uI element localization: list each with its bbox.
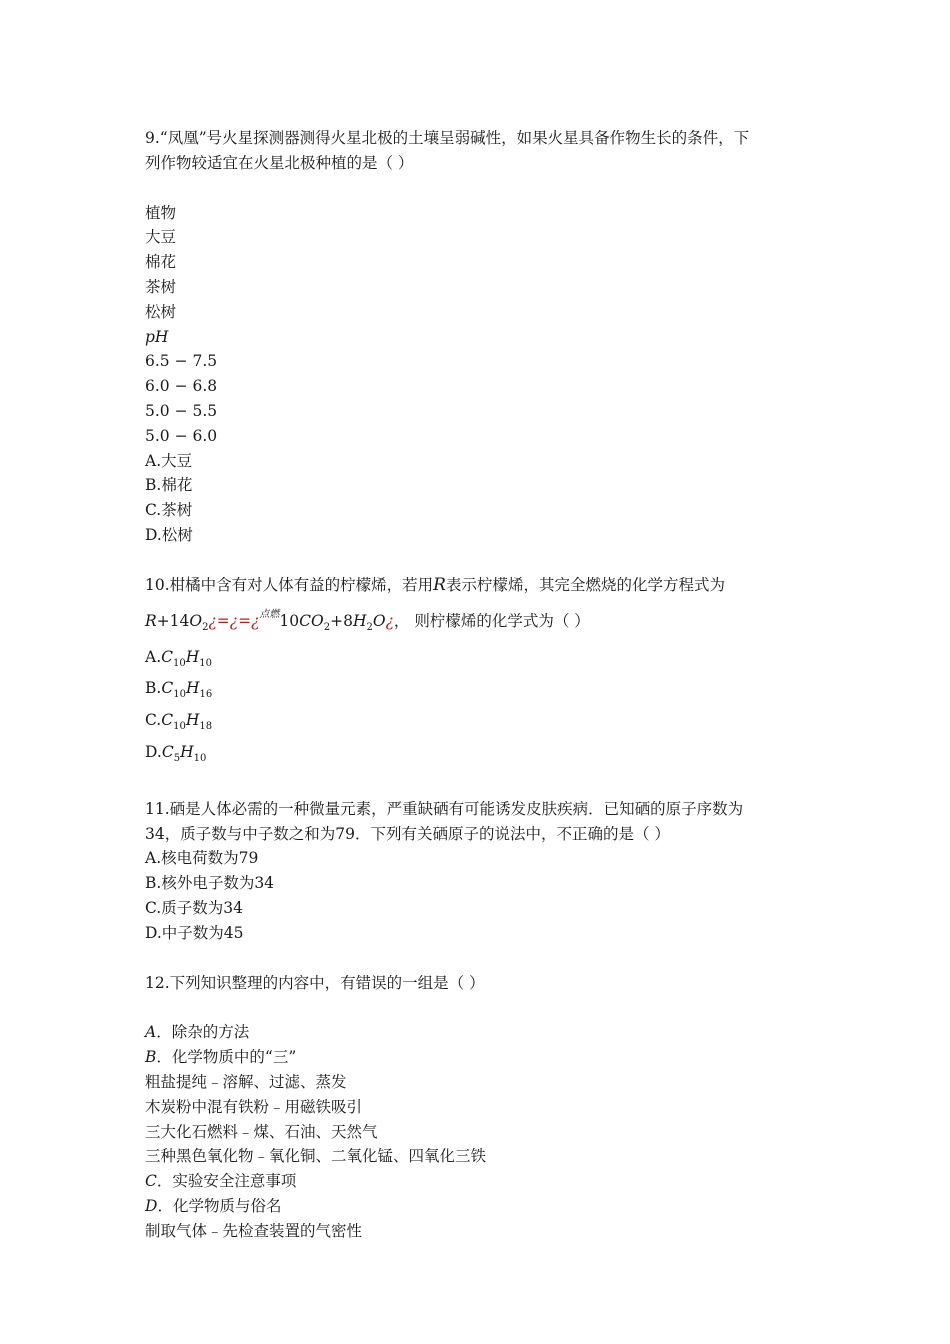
q9-ph-2: 6.0 − 6.8: [145, 377, 218, 396]
q10-condition: 点燃: [259, 608, 280, 620]
question-9: [145, 126, 815, 548]
q10-option-c: $C.C_{10}H_{18}$: [145, 711, 213, 733]
q12-line-2: 木炭粉中混有铁粉﹣用磁铁吸引: [145, 1097, 363, 1116]
q9-option-d: D.松树: [145, 525, 193, 544]
question-11: [145, 797, 815, 946]
q10-equation-arrow: ¿=¿=¿: [208, 611, 260, 630]
q9-ph-4: 5.0 − 6.0: [145, 426, 218, 445]
q9-stem-line1: 9.“凤凰”号火星探测器测得火星北极的土壤呈弱碱性，如果火星具备作物生长的条件，下: [145, 129, 750, 147]
q12-group-b-title: B．化学物质中的“三”: [145, 1048, 297, 1067]
question-10: [145, 573, 815, 772]
q10-stem: 10.柑橘中含有对人体有益的柠檬烯，若用R表示柠檬烯，其完全燃烧的化学方程式为: [145, 574, 725, 595]
q9-table-header-plant: 植物: [145, 203, 177, 222]
q9-plant-1: 大豆: [145, 228, 177, 247]
q9-stem-line2: 列作物较适宜在火星北极种植的是（ ）: [145, 153, 414, 172]
q12-group-d-title: D．化学物质与俗名: [145, 1196, 282, 1215]
q10-option-a: $A.C_{10}H_{10}$: [145, 647, 212, 669]
q10-option-b: $B.C_{10}H_{16}$: [145, 679, 213, 701]
question-12: [145, 971, 815, 1244]
document-page: [145, 126, 815, 1243]
q9-plant-3: 茶树: [145, 277, 177, 296]
q11-stem-line2: 34，质子数与中子数之和为79．下列有关硒原子的说法中，不正确的是（ ）: [145, 824, 670, 843]
q10-equation-line: [145, 598, 815, 645]
q9-plant-4: 松树: [145, 302, 177, 321]
q11-stem-line1: 11.硒是人体必需的一种微量元素，严重缺硒有可能诱发皮肤疾病．已知硒的原子序数为: [145, 799, 744, 818]
q9-plant-2: 棉花: [145, 253, 177, 272]
q12-line-4: 三种黑色氧化物﹣氧化铜、二氧化锰、四氧化三铁: [145, 1147, 487, 1166]
q11-option-b: B.核外电子数为34: [145, 874, 275, 893]
q9-ph-1: 6.5 − 7.5: [145, 352, 218, 371]
q12-line-1: 粗盐提纯﹣溶解、过滤、蒸发: [145, 1072, 347, 1091]
q12-group-c-title: C．实验安全注意事项: [145, 1172, 297, 1191]
q11-option-d: D.中子数为45: [145, 923, 244, 942]
q12-group-a-title: A．除杂的方法: [145, 1023, 250, 1042]
q10-symbol-r: R: [433, 574, 446, 595]
q9-ph-3: 5.0 − 5.5: [145, 401, 218, 420]
q10-option-d: $D.C_5H_{10}$: [145, 742, 207, 764]
q12-line-5: 制取气体﹣先检查装置的气密性: [145, 1221, 363, 1240]
q9-option-b: B.棉花: [145, 476, 193, 495]
q9-table-header-ph: pH: [145, 327, 169, 346]
q9-option-a: A.大豆: [145, 451, 193, 470]
q11-option-a: A.核电荷数为79: [145, 849, 259, 868]
q10-equation-suffix: 则柠檬烯的化学式为（ ）: [414, 611, 590, 630]
q10-equation: $R+14O_2¿=¿=¿^{点燃}10CO_2+8H_2O¿$，: [145, 608, 410, 633]
q12-stem: 12.下列知识整理的内容中，有错误的一组是（ ）: [145, 973, 485, 992]
q12-line-3: 三大化石燃料﹣煤、石油、天然气: [145, 1122, 378, 1141]
q9-option-c: C.茶树: [145, 501, 193, 520]
q11-option-c: C.质子数为34: [145, 898, 243, 917]
